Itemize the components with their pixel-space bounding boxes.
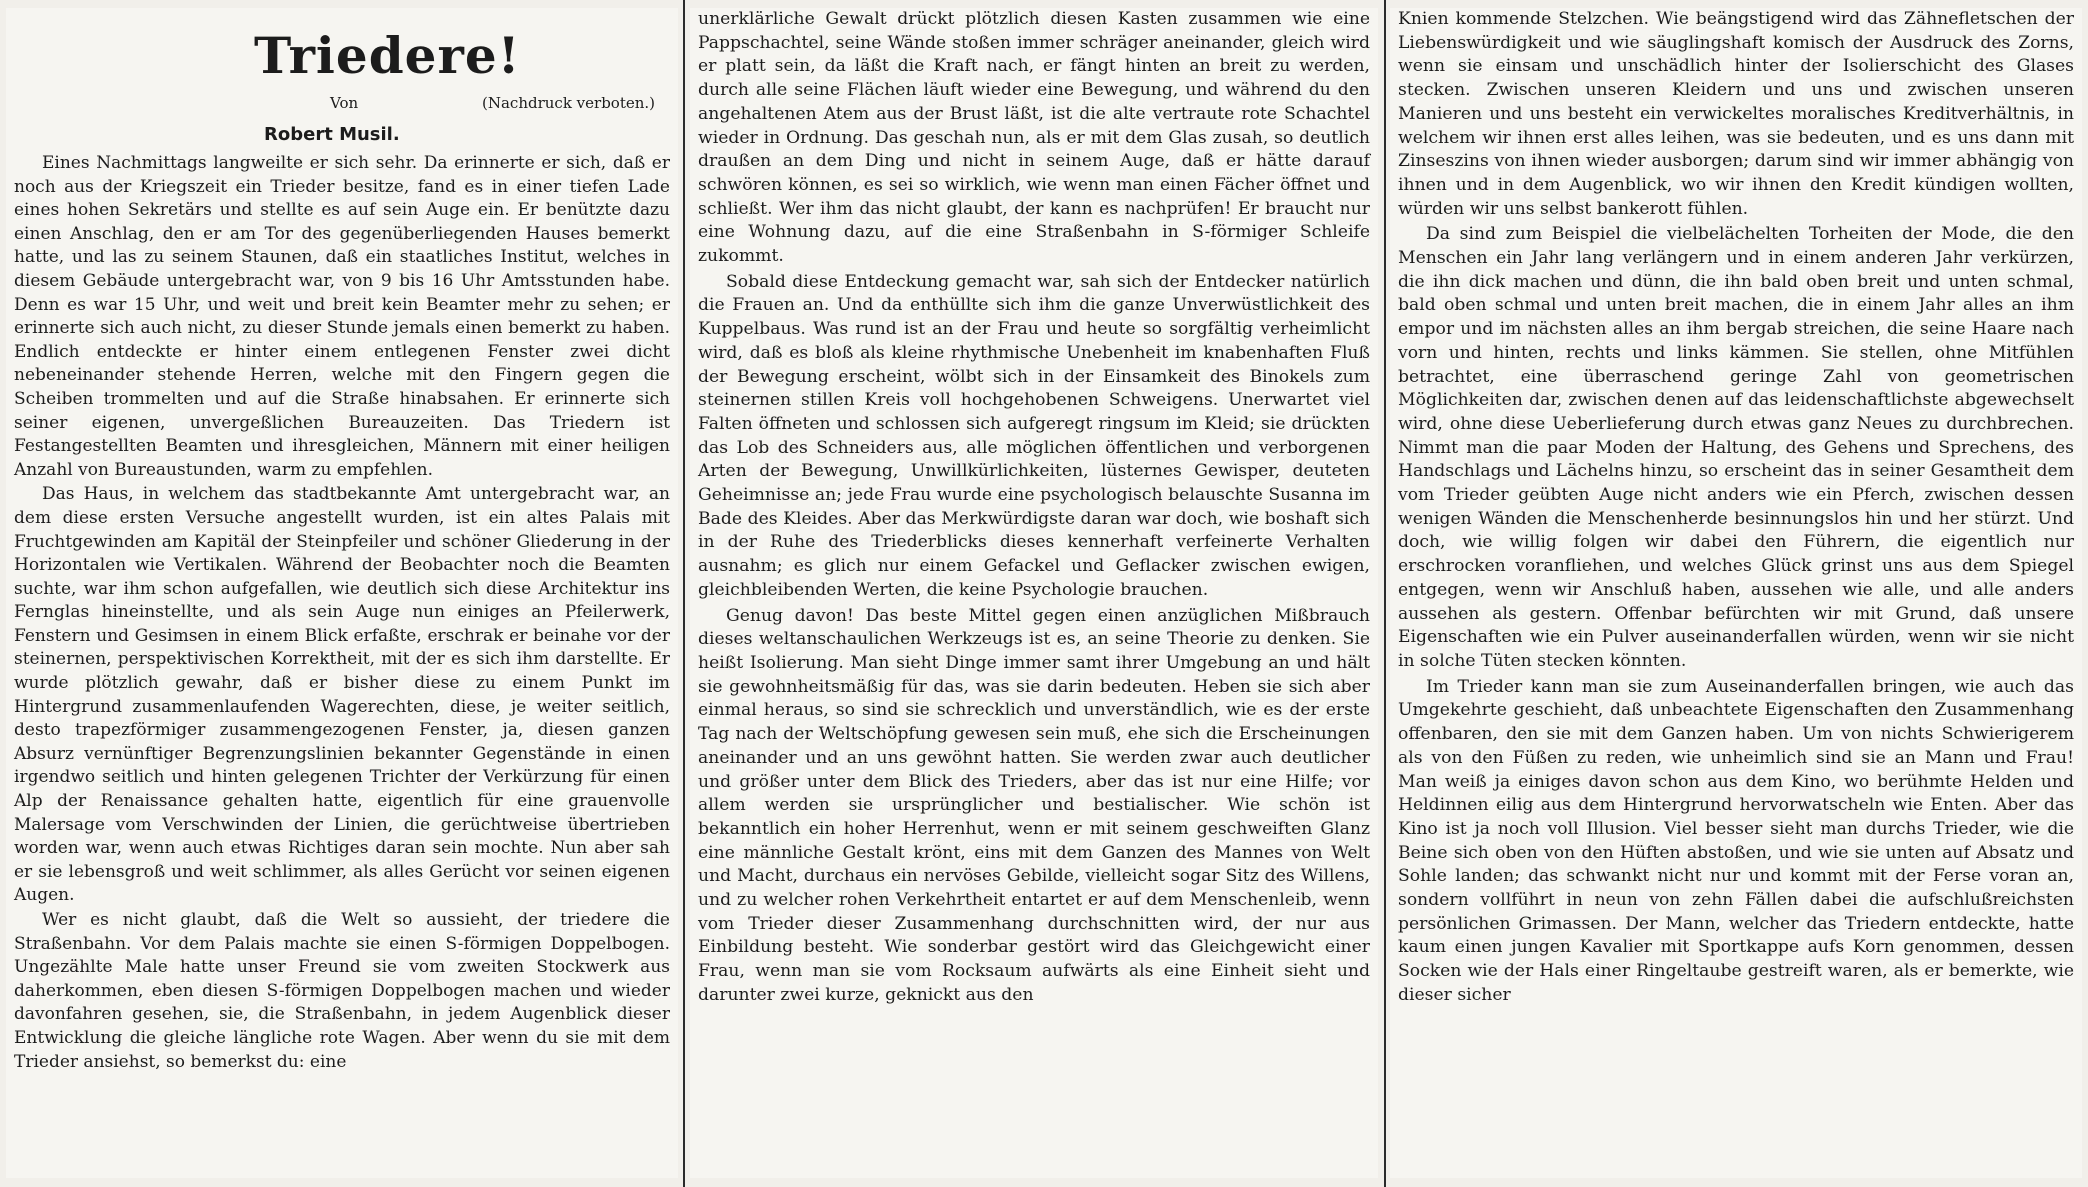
byline-von: Von [330,94,359,112]
reprint-notice: (Nachdruck verboten.) [482,94,656,112]
paragraph: Wer es nicht glaubt, daß die Welt so aussieht, der triedere die Straßenbahn. Vor dem Palais machte sie einen S-förmigen Doppelbogen. Ungezählte Male hatte unser Freund sie vom zweiten Stockwerk aus daherkommen, eben diesen S-förmigen Doppelbogen machen und wieder davonfahren gesehen, sie, die Straßenbahn, in jedem Augenblick dieser Entwicklung die gleiche längliche rote Wagen. Aber wenn du sie mit dem Trieder ansiehst, so bemerkst du: eine [14,910,670,1072]
paragraph: Im Trieder kann man sie zum Auseinanderfallen bringen, wie auch das Umgekehrte geschieht, daß unbeachtete Eigenschaften den Zusammenhang offenbaren, den sie mit dem Ganzen haben. Um von nichts Schwierigerem als von den Füßen zu reden, wie unheimlich sind sie an Mann und Frau! Man weiß ja einiges davon schon aus dem Kino, wo berühmte Helden und Heldinnen eilig aus dem Hintergrund hervorwatscheln wie Enten. Aber das Kino ist ja noch voll Illusion. Viel besser sieht man durchs Trieder, wie die Beine sich oben von den Hüften abstoßen, und wie sie unten auf Absatz und Sohle landen; das schwankt nicht nur und kommt mit der Ferse voran an, sondern vollführt in neun von zehn Fällen dabei die aufschlußreichsten persönlichen Grimassen. Der Mann, welcher das Triedern entdeckte, hatte kaum einen jungen Kavalier mit Sportkappe aufs Korn genommen, dessen Socken wie der Hals einer Ringeltaube gestreift waren, als er bemerkte, wie dieser sicher [1398,676,2074,1005]
article-column-3 [1390,8,2082,1178]
paragraph: Da sind zum Beispiel die vielbelächelten Torheiten der Mode, die den Menschen ein Jahr lang verlängern und in einem anderen Jahr verkürzen, die ihn dick machen und dünn, die ihn bald oben breit und unten schmal, bald oben schmal und unten breit machen, die in einem Jahr alles an ihm empor und im nächsten alles an ihm bergab streichen, die seine Haare nach vorn und hinten, rechts und links kämmen. Sie stellen, ohne Mitfühlen betrachtet, eine überraschend geringe Zahl von geometrischen Möglichkeiten dar, zwischen denen auf das leidenschaftlichste abgewechselt wird, ohne diese Ueberlieferung durch etwas ganz Neues zu durchbrechen. Nimmt man die paar Moden der Haltung, des Gehens und Sprechens, des Handschlags und Lächelns hinzu, so erscheint das in seiner Gesamtheit dem vom Trieder geübten Auge nicht anders wie ein Pferch, zwischen dessen wenigen Wänden die Menschenherde besinnungslos hin und her stürzt. Und doch, wie willig folgen wir dabei den Führern, die eigentlich nur erschrocken voranfliehen, und welches Glück grinst uns aus dem Spiegel entgegen, wenn wir Anschluß haben, aussehen wie alle, und alle anders aussehen als gestern. Offenbar befürchten wir mit Grund, daß unsere Eigenschaften wie ein Pulver auseinanderfallen würden, wenn wir sie nicht in solche Tüten stecken könnten. [1398,224,2074,671]
paragraph: Knien kommende Stelzchen. Wie beängstigend wird das Zähnefletschen der Liebenswürdigkeit und wie säuglingshaft komisch der Ausdruck des Zorns, wenn sie einsam und unschädlich hinter der Isolierschicht des Glases stecken. Zwischen unseren Kleidern und uns und zwischen unseren Manieren und uns besteht ein verwickeltes moralisches Kreditverhältnis, in welchem wir ihnen erst alles leihen, was sie bedeuten, und es uns dann mit Zinseszins von ihnen wieder ausborgen; darum sind wir immer abhängig von ihnen und in dem Augenblick, wo wir ihnen den Kredit kündigen wollten, würden wir uns selbst bankerott fühlen. [1398,9,2074,219]
article-column-1 [6,8,678,1178]
paragraph: Das Haus, in welchem das stadtbekannte Amt untergebracht war, an dem diese ersten Versuche angestellt wurden, ist ein altes Palais mit Fruchtgewinden am Kapitäl der Steinpfeiler und schöner Gliederung in der Horizontalen wie Vertikalen. Während der Beobachter noch die Beamten suchte, war ihm schon aufgefallen, wie deutlich sich diese Architektur ins Fernglas hineinstellte, und als sein Auge nun einiges an Pfeilerwerk, Fenstern und Gesimsen in einem Blick erfaßte, erschrak er beinahe vor der steinernen, perspektivischen Korrektheit, mit der es sich ihm darstellte. Er wurde plötzlich gewahr, daß er bisher diese zu einem Punkt im Hintergrund zusammenlaufenden Wagerechten, diese, je weiter seitlich, desto trapezförmiger zusammengezogenen Fenster, ja, diesen ganzen Absurz vernünftiger Begrenzungslinien bekannter Gegenstände in einen irgendwo seitlich und hinten gelegenen Trichter der Verkürzung für einen Alp der Renaissance gehalten hatte, eigentlich für eine grauenvolle Malersage vom Verschwinden der Linien, die gerüchtweise übertrieben worden war, wenn auch etwas Richtiges daran sein mochte. Nun aber sah er sie lebensgroß und weit schlimmer, als alles Gerücht vor seinen eigenen Augen. [14,484,670,906]
paragraph: Sobald diese Entdeckung gemacht war, sah sich der Entdecker natürlich die Frauen an. Und da enthüllte sich ihm die ganze Unverwüstlichkeit des Kuppelbaus. Was rund ist an der Frau und heute so sorgfältig verheimlicht wird, daß es bloß als kleine rhythmische Unebenheit im knabenhaften Fluß der Bewegung erscheint, wölbt sich in der Einsamkeit des Binokels zum steinernen stillen Kreis voll hochgehobenen Schweigens. Unerwartet viel Falten öffneten und schlossen sich aufgeregt ringsum im Kleid; sie drückten das Lob des Schneiders aus, alle möglichen öffentlichen und verborgenen Arten der Bewegung, Unwillkürlichkeiten, lüsternes Gewisper, deuteten Geheimnisse an; jede Frau wurde eine psychologisch belauschte Susanna im Bade des Kleides. Aber das Merkwürdigste daran war doch, wie boshaft sich in der Ruhe des Triederblicks dieses kennerhaft verfeinerte Verhalten ausnahm; es glich nur einem Gefackel und Geflacker zwischen ewigen, gleichbleibenden Werten, die keine Psychologie brauchen. [698,271,1370,600]
column-rule [1384,0,1386,1187]
column-rule [683,0,685,1187]
paragraph: Genug davon! Das beste Mittel gegen einen anzüglichen Mißbrauch dieses weltanschaulichen Werkzeugs ist es, an seine Theorie zu denken. Sie heißt Isolierung. Man sieht Dinge immer samt ihrer Umgebung an und hält sie gewohnheitsmäßig für das, was sie darin bedeuten. Heben sie sich aber einmal heraus, so sind sie schrecklich und unverständlich, wie es der erste Tag nach der Weltschöpfung gewesen sein muß, ehe sich die Erscheinungen aneinander und an uns gewöhnt hatten. Sie werden zwar auch deutlicher und größer unter dem Blick des Trieders, aber das ist nur eine Hilfe; vor allem werden sie ursprünglicher und bestialischer. Wie schön ist bekanntlich ein hoher Herrenhut, wenn er mit seinem geschweiften Glanz eine männliche Gestalt krönt, eins mit dem Ganzen des Mannes von Welt und Macht, durchaus ein nervöses Gebilde, vielleicht sogar Sitz des Willens, und zu welcher rohen Verkehrtheit entartet er auf dem Menschenleib, wenn vom Trieder dieser Zusammenhang durchschnitten wird, der nur aus Einbildung besteht. Wie sonderbar gestört wird das Gleichgewicht einer Frau, wenn man sie vom Rocksaum aufwärts als eine Einheit sieht und darunter zwei kurze, geknickt aus den [698,605,1370,1005]
byline [14,90,670,116]
paragraph: unerklärliche Gewalt drückt plötzlich diesen Kasten zusammen wie eine Pappschachtel, seine Wände stoßen immer schräger aneinander, gleich wird er platt sein, da läßt die Kraft nach, er fängt hinten an breit zu werden, durch alle seine Flächen läuft wieder eine Bewegung, und während du den angehaltenen Atem aus der Brust läßt, ist die alte vertraute rote Schachtel wieder in Ordnung. Das geschah nun, als er mit dem Glas zusah, so deutlich draußen an dem Ding und nicht in seinem Auge, daß er hätte darauf schwören können, es sei so wirklich, wie wenn man einen Fächer öffnet und schließt. Wer ihm das nicht glaubt, der kann es nachprüfen! Er braucht nur eine Wohnung dazu, auf die eine Straßenbahn in S-förmiger Schleife zukommt. [698,9,1370,267]
author-name: Robert Musil. [264,124,400,145]
article-column-2 [690,8,1378,1178]
article-title: Triedere! [254,26,521,85]
paragraph: Eines Nachmittags langweilte er sich sehr. Da erinnerte er sich, daß er noch aus der Kriegszeit ein Trieder besitze, fand es in einer tiefen Lade eines hohen Sekretärs und stellte es auf sein Auge ein. Er benützte dazu einen Anschlag, den er am Tor des gegenüberliegenden Hauses bemerkt hatte, und las zu seinem Staunen, daß ein staatliches Institut, welches in diesem Gebäude untergebracht war, von 9 bis 16 Uhr Amtsstunden habe. Denn es war 15 Uhr, und weit und breit kein Beamter mehr zu sehen; er erinnerte sich auch nicht, zu dieser Stunde jemals einen bemerkt zu haben. Endlich entdeckte er hinter einem entlegenen Fenster zwei dicht nebeneinander stehende Herren, welche mit den Fingern gegen die Scheiben trommelten und auf die Straße hinabsahen. Er erinnerte sich seiner eigenen, unvergeßlichen Bureauzeiten. Das Triedern ist Festangestellten Beamten und ihresgleichen, Männern mit einer heiligen Anzahl von Bureaustunden, warm zu empfehlen. [14,153,670,480]
